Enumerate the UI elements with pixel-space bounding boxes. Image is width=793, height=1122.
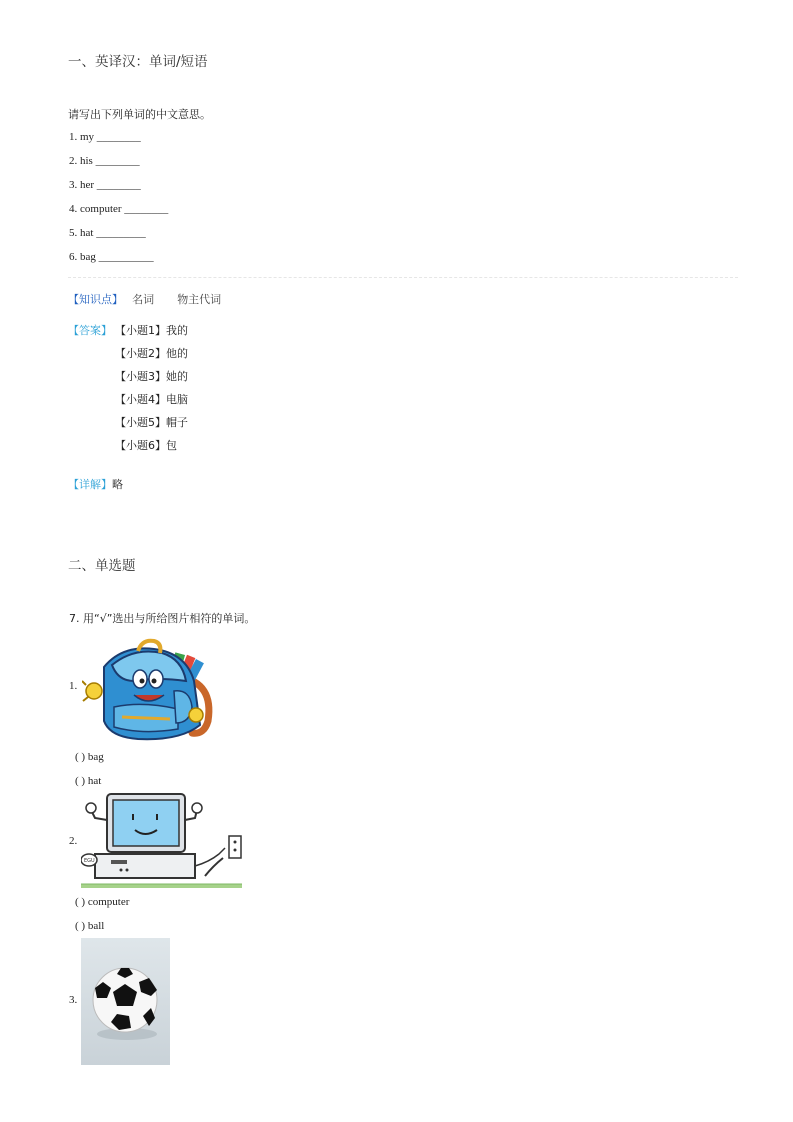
sub-question-number: 1. <box>69 680 78 692</box>
sub-question-number: 3. <box>69 994 78 1006</box>
section-divider <box>68 277 738 278</box>
option-ball[interactable]: ( ) ball <box>75 920 105 932</box>
knowledge-point: 物主代词 <box>177 293 222 306</box>
backpack-cartoon-image <box>82 637 218 741</box>
section-2-heading: 二、单选题 <box>68 558 136 574</box>
question-item: 1. my ________ <box>69 131 141 143</box>
question-item: 5. hat _________ <box>69 227 146 239</box>
question-item: 4. computer ________ <box>69 203 169 215</box>
svg-text:EGU: EGU <box>84 858 95 864</box>
answer-item: 【小题6】包 <box>115 439 177 452</box>
detail-text: 略 <box>112 478 123 491</box>
answer-tag: 【答案】 <box>68 324 112 337</box>
answer-item: 【小题4】电脑 <box>115 393 188 406</box>
answer-item: 【小题1】我的 <box>115 324 188 337</box>
knowledge-tag: 【知识点】 <box>68 293 123 306</box>
question-item: 6. bag __________ <box>69 251 154 263</box>
knowledge-point: 名词 <box>132 293 155 306</box>
question-item: 2. his ________ <box>69 155 140 167</box>
detail-row <box>68 473 123 492</box>
section-1-heading: 一、英译汉：单词/短语 <box>68 54 208 70</box>
answer-item: 【小题5】帽子 <box>115 416 188 429</box>
knowledge-row <box>68 288 221 307</box>
sub-question-number: 2. <box>69 835 78 847</box>
computer-cartoon-image <box>81 792 242 890</box>
instruction-text: 请写出下列单词的中文意思。 <box>68 108 211 121</box>
option-computer[interactable]: ( ) computer <box>75 896 130 908</box>
answer-item: 【小题3】她的 <box>115 370 188 383</box>
question-7-text: 7. 用“√”选出与所给图片相符的单词。 <box>69 612 256 625</box>
detail-tag: 【详解】 <box>68 478 112 491</box>
option-bag[interactable]: ( ) bag <box>75 751 104 763</box>
question-item: 3. her ________ <box>69 179 141 191</box>
option-hat[interactable]: ( ) hat <box>75 775 102 787</box>
answer-item: 【小题2】他的 <box>115 347 188 360</box>
soccer-ball-image <box>81 938 170 1065</box>
